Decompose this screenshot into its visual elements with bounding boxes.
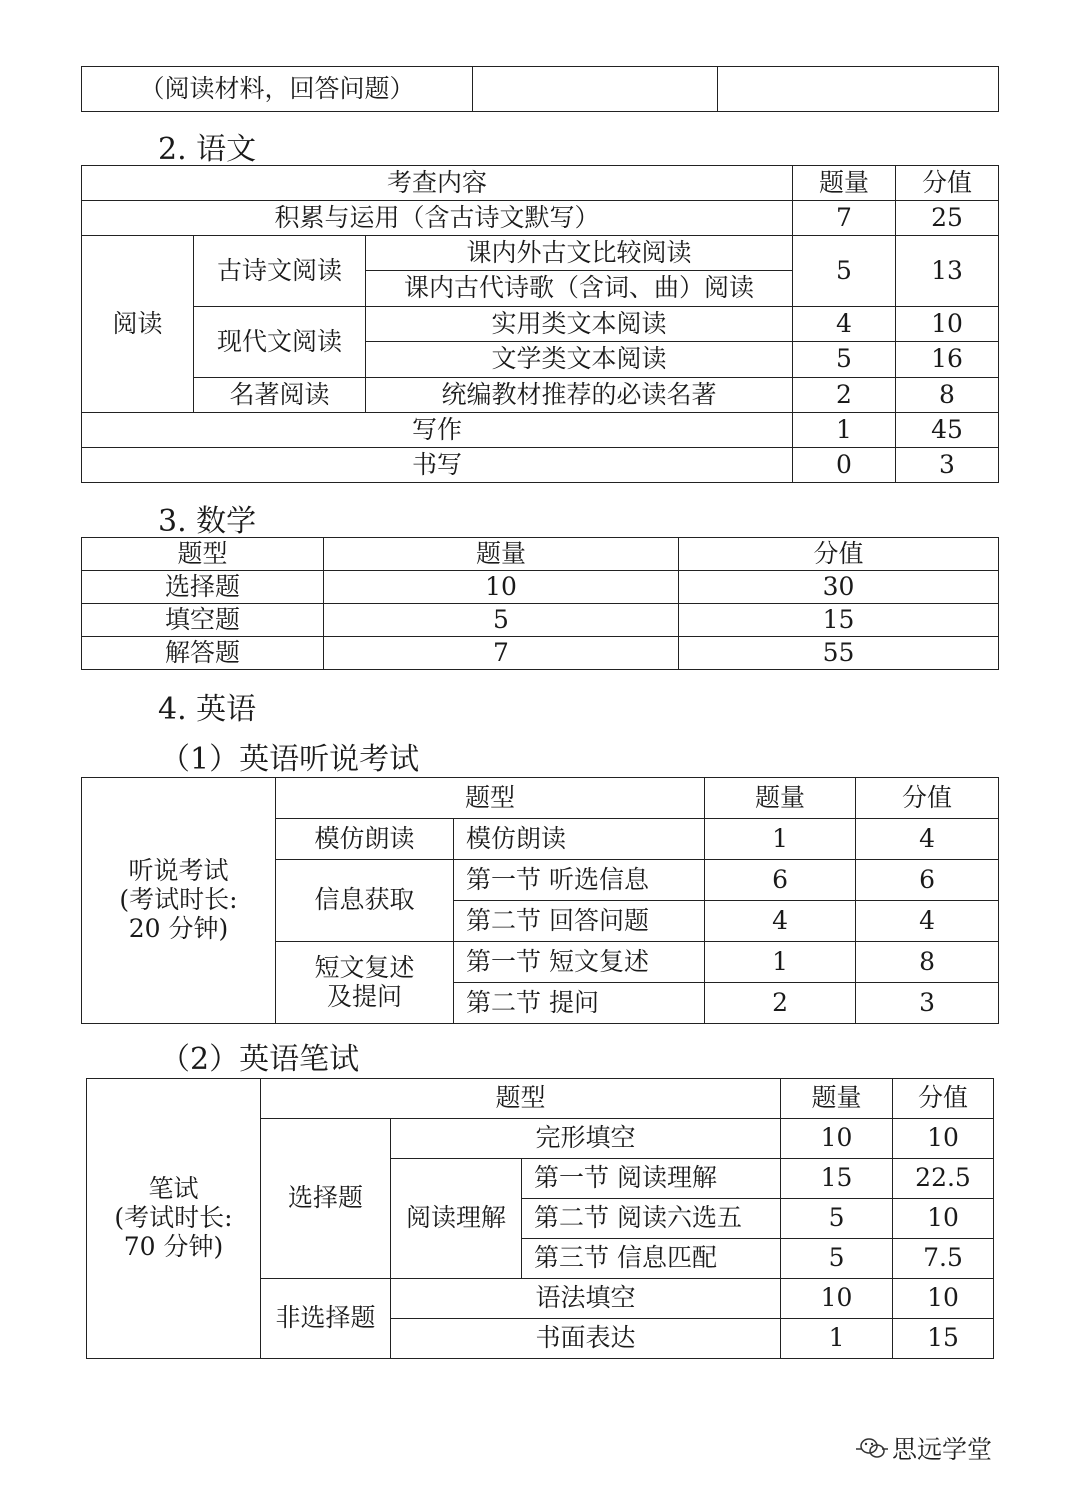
oral-item: 模仿朗读 [454, 819, 705, 860]
math-header-count: 题量 [324, 538, 679, 571]
oral-header-type: 题型 [276, 778, 705, 819]
math-row-type: 选择题 [82, 571, 324, 604]
written-left-label [87, 1079, 261, 1359]
top-cell-1: （阅读材料，回答问题） [82, 67, 473, 112]
english-written-table [86, 1078, 994, 1359]
written-count: 10 [781, 1279, 893, 1319]
chinese-row-score: 3 [896, 448, 999, 483]
written-count: 5 [781, 1199, 893, 1239]
written-score: 22.5 [893, 1159, 994, 1199]
oral-left-label-2: (考试时长: [119, 885, 238, 915]
chinese-sub-classics: 名著阅读 [194, 378, 366, 413]
section-heading-math: 3. 数学 [158, 504, 257, 539]
chinese-item: 课内外古文比较阅读 [366, 236, 793, 271]
written-group-nonchoice: 非选择题 [261, 1279, 391, 1359]
chinese-row-handwriting: 书写 [82, 448, 793, 483]
oral-count: 4 [705, 901, 856, 942]
oral-item: 第二节 回答问题 [454, 901, 705, 942]
oral-score: 6 [856, 860, 999, 901]
written-score: 10 [893, 1199, 994, 1239]
oral-item: 第一节 听选信息 [454, 860, 705, 901]
chinese-row-count: 0 [793, 448, 896, 483]
chinese-row-score: 8 [896, 378, 999, 413]
written-header-type: 题型 [261, 1079, 781, 1119]
chinese-header-content: 考查内容 [82, 166, 793, 201]
section-heading-english: 4. 英语 [158, 692, 257, 727]
written-left-label-1: 笔试 [148, 1174, 199, 1204]
subsection-heading-oral: （1）英语听说考试 [160, 742, 420, 777]
chinese-row-count: 5 [793, 342, 896, 378]
oral-count: 1 [705, 819, 856, 860]
oral-score: 4 [856, 901, 999, 942]
oral-header-score: 分值 [856, 778, 999, 819]
written-left-label-2: (考试时长: [114, 1203, 233, 1233]
top-table [81, 66, 999, 112]
chinese-row-score: 10 [896, 307, 999, 342]
chinese-row-score: 25 [896, 201, 999, 236]
oral-group-retell-line2: 及提问 [326, 981, 402, 1011]
chinese-row-count: 5 [793, 236, 896, 307]
chinese-row-count: 4 [793, 307, 896, 342]
written-count: 10 [781, 1119, 893, 1159]
chinese-item: 实用类文本阅读 [366, 307, 793, 342]
oral-score: 3 [856, 983, 999, 1024]
section-heading-chinese: 2. 语文 [158, 132, 257, 167]
chinese-item: 统编教材推荐的必读名著 [366, 378, 793, 413]
oral-count: 6 [705, 860, 856, 901]
math-header-type: 题型 [82, 538, 324, 571]
oral-group-info: 信息获取 [276, 860, 454, 942]
math-row-score: 30 [679, 571, 999, 604]
chinese-header-score: 分值 [896, 166, 999, 201]
chinese-item: 课内古代诗歌（含词、曲）阅读 [366, 271, 793, 307]
math-row-score: 15 [679, 604, 999, 637]
math-row-count: 7 [324, 637, 679, 670]
written-item: 第二节 阅读六选五 [522, 1199, 781, 1239]
chinese-sub-modern: 现代文阅读 [194, 307, 366, 378]
written-score: 10 [893, 1279, 994, 1319]
written-header-count: 题量 [781, 1079, 893, 1119]
written-count: 15 [781, 1159, 893, 1199]
wechat-icon [856, 1435, 888, 1461]
subsection-heading-written: （2）英语笔试 [160, 1042, 360, 1077]
math-header-score: 分值 [679, 538, 999, 571]
math-row-count: 5 [324, 604, 679, 637]
math-table [81, 537, 999, 670]
math-row-type: 解答题 [82, 637, 324, 670]
written-count: 1 [781, 1319, 893, 1359]
oral-item: 第一节 短文复述 [454, 942, 705, 983]
oral-group-retell-line1: 短文复述 [314, 952, 415, 982]
written-sub-reading: 阅读理解 [391, 1159, 522, 1279]
oral-left-label-3: 20 分钟) [128, 913, 229, 943]
oral-count: 1 [705, 942, 856, 983]
math-row-score: 55 [679, 637, 999, 670]
written-item: 第三节 信息匹配 [522, 1239, 781, 1279]
written-item-grammar: 语法填空 [391, 1279, 781, 1319]
oral-score: 4 [856, 819, 999, 860]
oral-left-label [82, 778, 276, 1024]
watermark [856, 1430, 992, 1466]
top-cell-2 [473, 67, 718, 112]
written-left-label-3: 70 分钟) [123, 1231, 224, 1261]
written-group-choice: 选择题 [261, 1119, 391, 1279]
chinese-row-writing: 写作 [82, 413, 793, 448]
oral-count: 2 [705, 983, 856, 1024]
chinese-row-score: 13 [896, 236, 999, 307]
chinese-reading-group: 阅读 [82, 236, 194, 413]
chinese-sub-classical: 古诗文阅读 [194, 236, 366, 307]
written-item-writing: 书面表达 [391, 1319, 781, 1359]
written-header-score: 分值 [893, 1079, 994, 1119]
chinese-table [81, 165, 999, 483]
chinese-item: 文学类文本阅读 [366, 342, 793, 378]
top-cell-3 [718, 67, 999, 112]
written-score: 7.5 [893, 1239, 994, 1279]
chinese-row-count: 7 [793, 201, 896, 236]
chinese-header-count: 题量 [793, 166, 896, 201]
written-item: 第一节 阅读理解 [522, 1159, 781, 1199]
oral-score: 8 [856, 942, 999, 983]
chinese-row-count: 2 [793, 378, 896, 413]
oral-left-label-1: 听说考试 [128, 856, 229, 886]
written-item-cloze: 完形填空 [391, 1119, 781, 1159]
oral-group-retell [276, 942, 454, 1024]
english-oral-table [81, 777, 999, 1024]
oral-group-imitate: 模仿朗读 [276, 819, 454, 860]
oral-header-count: 题量 [705, 778, 856, 819]
chinese-row-score: 16 [896, 342, 999, 378]
written-score: 15 [893, 1319, 994, 1359]
written-count: 5 [781, 1239, 893, 1279]
watermark-text: 思远学堂 [892, 1435, 993, 1464]
oral-item: 第二节 提问 [454, 983, 705, 1024]
math-row-count: 10 [324, 571, 679, 604]
math-row-type: 填空题 [82, 604, 324, 637]
chinese-row-count: 1 [793, 413, 896, 448]
written-score: 10 [893, 1119, 994, 1159]
chinese-row-accumulation: 积累与运用（含古诗文默写） [82, 201, 793, 236]
chinese-row-score: 45 [896, 413, 999, 448]
